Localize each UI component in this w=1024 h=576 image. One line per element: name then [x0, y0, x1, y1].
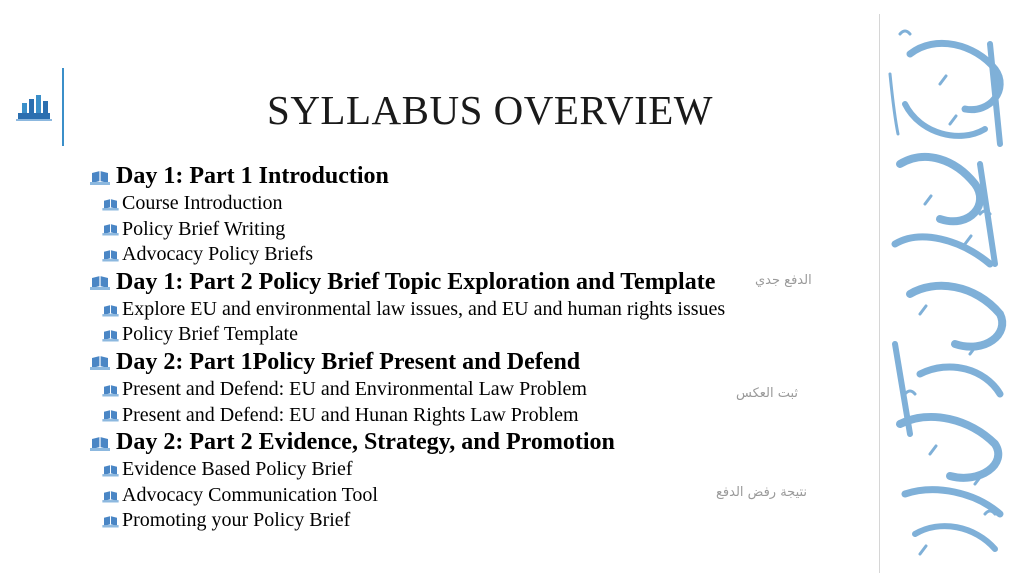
- book-bullet-icon: [90, 169, 110, 185]
- list-item: [90, 322, 725, 348]
- list-item-text: Course Introduction: [122, 192, 283, 214]
- book-bullet-icon: [102, 409, 119, 422]
- list-item: [90, 377, 725, 403]
- section-heading-4: [90, 428, 725, 457]
- book-bullet-icon: [90, 435, 110, 451]
- book-bullet-icon: [102, 329, 119, 342]
- arabic-calligraphy-icon: [880, 14, 1022, 573]
- list-item: [90, 508, 725, 534]
- section-heading-text: Day 1: Part 2 Policy Brief Topic Exploration and Template: [116, 268, 716, 295]
- list-item: [90, 483, 725, 509]
- section-heading-text: Day 1: Part 1 Introduction: [116, 163, 389, 189]
- section-heading-2: [90, 268, 725, 297]
- book-bullet-icon: [102, 303, 119, 316]
- list-item-text: Policy Brief Template: [122, 323, 298, 346]
- list-item: [90, 403, 725, 429]
- calligraphy-panel: [879, 14, 1022, 573]
- overlay-arabic-text: الدفع جدي: [755, 273, 812, 288]
- list-item: [90, 191, 725, 217]
- overlay-arabic-text: نتيجة رفض الدفع: [716, 485, 808, 500]
- book-bullet-icon: [102, 489, 119, 502]
- list-item-text: Advocacy Communication Tool: [122, 483, 378, 506]
- list-item-text: Present and Defend: EU and Hunan Rights Law Problem: [122, 403, 579, 426]
- book-bullet-icon: [102, 248, 119, 261]
- section-heading-text: Day 2: Part 2 Evidence, Strategy, and Promotion: [116, 429, 615, 456]
- list-item: [90, 217, 725, 243]
- book-bullet-icon: [102, 197, 119, 210]
- book-bullet-icon: [102, 383, 119, 396]
- book-bullet-icon: [102, 515, 119, 528]
- slide-title: SYLLABUS OVERVIEW: [267, 87, 713, 133]
- list-item-text: Advocacy Policy Briefs: [122, 243, 314, 266]
- book-bullet-icon: [90, 274, 110, 290]
- syllabus-list: [90, 162, 725, 534]
- book-bullet-icon: [102, 463, 119, 476]
- list-item-text: Present and Defend: EU and Environmental Law Problem: [122, 377, 587, 400]
- list-item: [90, 297, 725, 323]
- section-heading-1: [90, 162, 725, 191]
- book-bullet-icon: [102, 223, 119, 236]
- list-item: [90, 457, 725, 483]
- list-item-text: Evidence Based Policy Brief: [122, 458, 353, 481]
- book-bullet-icon: [90, 354, 110, 370]
- overlay-arabic-text: ثبت العكس: [736, 386, 799, 401]
- list-item-text: Explore EU and environmental law issues, and EU and human rights issues: [122, 297, 726, 320]
- list-item-text: Promoting your Policy Brief: [122, 509, 351, 532]
- section-heading-text: Day 2: Part 1Policy Brief Present and Defend: [116, 348, 581, 375]
- list-item: [90, 242, 725, 268]
- section-heading-3: [90, 348, 725, 377]
- list-item-text: Policy Brief Writing: [122, 217, 286, 240]
